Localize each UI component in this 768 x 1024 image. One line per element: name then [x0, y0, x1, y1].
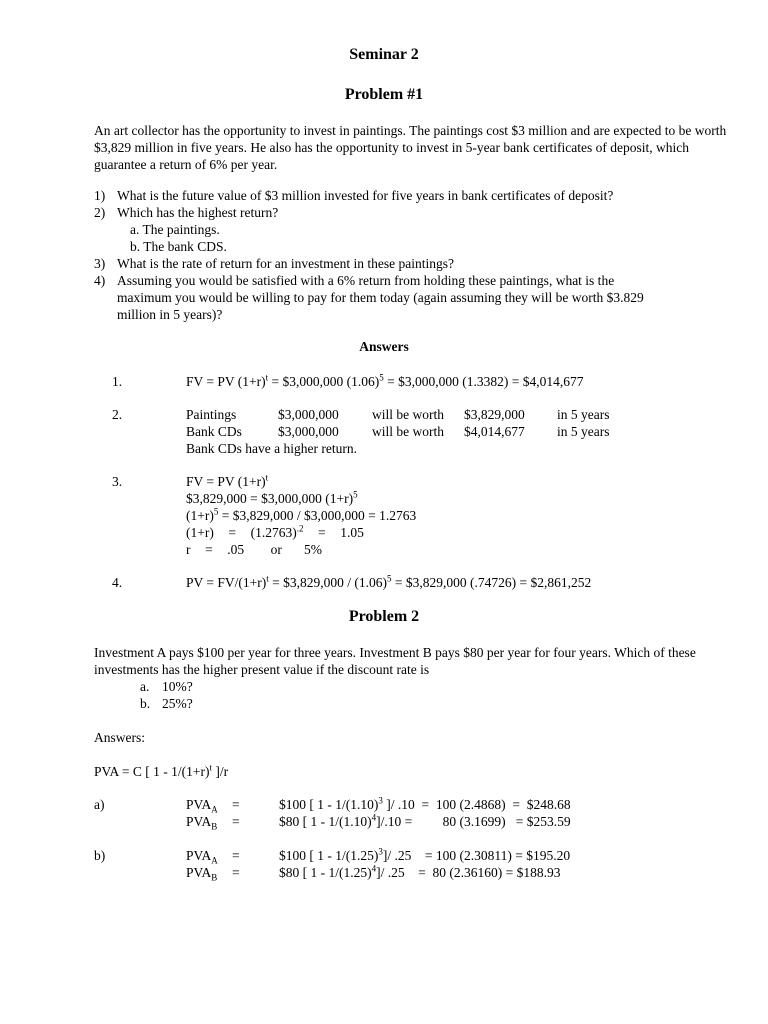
- pva-equals: =: [232, 814, 240, 829]
- pva-name: $PVA_B$: [186, 814, 218, 832]
- pva-formula: PVA = C [ $1 - 1/(1+r)^t$ ]/r: [94, 762, 229, 779]
- answer-number: 4.: [112, 575, 123, 590]
- question-text: What is the rate of return for an investment in these paintings?: [117, 256, 455, 271]
- option-label: b.: [140, 696, 151, 711]
- pva-name: $PVA_A$: [186, 848, 218, 866]
- question-text: Assuming you would be satisfied with a 6% return from holding these paintings, what is the: [117, 273, 615, 288]
- investment-name: Bank CDs: [186, 424, 242, 439]
- question-number: 1): [94, 188, 106, 203]
- answer-number: 1.: [112, 374, 123, 389]
- question-option: b. The bank CDS.: [130, 239, 227, 254]
- investment-name: Paintings: [186, 407, 237, 422]
- pva-equals: =: [232, 865, 240, 880]
- investment-value: $3,829,000: [464, 407, 525, 422]
- option-text: 25%?: [162, 696, 193, 711]
- investment-cost: $3,000,000: [278, 407, 339, 422]
- pva-name: $PVA_A$: [186, 797, 218, 815]
- problem2-heading: Problem 2: [348, 608, 420, 625]
- derivation-line: FV = PV $(1+r)^t$: [186, 472, 269, 489]
- pva-expression: $100 [ $1 - 1/(1.10)^3$ ]/ .10 = 100 (2.4868) = $248.68: [279, 795, 571, 812]
- question-text: Which has the highest return?: [117, 205, 279, 220]
- problem2-answers-label: Answers:: [94, 730, 145, 745]
- question-text: What is the future value of $3 million invested for five years in bank certificates of deposit?: [117, 188, 614, 203]
- part-label: b): [94, 848, 106, 863]
- answer-2-conclusion: Bank CDs have a higher return.: [186, 441, 357, 456]
- derivation-line: $(1+r) = (1.2763)^{.2} = 1.05$: [186, 523, 364, 540]
- option-label: a.: [140, 679, 150, 694]
- investment-period: in 5 years: [557, 407, 610, 422]
- investment-verb: will be worth: [372, 407, 444, 422]
- part-label: a): [94, 797, 105, 812]
- question-option: a. The paintings.: [130, 222, 220, 237]
- derivation-line: $3,829,000 = $3,000,000 $(1+r)^5$: [186, 489, 358, 506]
- investment-period: in 5 years: [557, 424, 610, 439]
- pva-equals: =: [232, 848, 240, 863]
- investment-verb: will be worth: [372, 424, 444, 439]
- question-number: 3): [94, 256, 106, 271]
- answer-number: 2.: [112, 407, 123, 422]
- question-text: maximum you would be willing to pay for them today (again assuming they will be worth $3.829: [117, 290, 644, 305]
- answer-4-equation: PV = $FV/(1+r)^t$ = $3,829,000 / $(1.06)^5$ = $3,829,000 (.74726) = $2,861,252: [186, 573, 592, 590]
- pva-name: $PVA_B$: [186, 865, 218, 883]
- question-number: 4): [94, 273, 106, 288]
- derivation-line: $(1+r)^5$ = $3,829,000 / $3,000,000 = 1.2763: [186, 506, 417, 523]
- question-text: million in 5 years)?: [117, 307, 223, 322]
- pva-equals: =: [232, 797, 240, 812]
- problem1-heading: Problem #1: [344, 86, 424, 103]
- option-text: 10%?: [162, 679, 193, 694]
- answers-heading: Answers: [359, 339, 409, 354]
- page-title: Seminar 2: [349, 46, 419, 63]
- answer-number: 3.: [112, 474, 123, 489]
- pva-expression: $80 [ $1 - 1/(1.10)^4]/.10$ = 80 (3.1699) = $253.59: [279, 812, 571, 829]
- pva-expression: $80 [ $1 - 1/(1.25)^4]/$ .25 = 80 (2.36160) = $188.93: [279, 863, 561, 880]
- problem1-intro: An art collector has the opportunity to invest in paintings. The paintings cost $3 million and are expected to be worth $3,829 million in five years. He also has the opportunity to invest in 5-year bank certificates of deposit, which guarantee a return of 6% per year.: [94, 123, 727, 172]
- derivation-line: r = .05 or 5%: [186, 542, 322, 557]
- answer-1-equation: FV = PV $(1+r)^t$ = $3,000,000 $(1.06)^5$ = $3,000,000 (1.3382) = $4,014,677: [186, 372, 584, 389]
- question-number: 2): [94, 205, 106, 220]
- investment-value: $4,014,677: [464, 424, 525, 439]
- pva-expression: $100 [ $1 - 1/(1.25)^3]/$ .25 = 100 (2.30811) = $195.20: [279, 846, 571, 863]
- investment-cost: $3,000,000: [278, 424, 339, 439]
- problem2-intro: Investment A pays $100 per year for three years. Investment B pays $80 per year for four years. Which of these investments has the higher present value if the discount rate is: [94, 645, 696, 677]
